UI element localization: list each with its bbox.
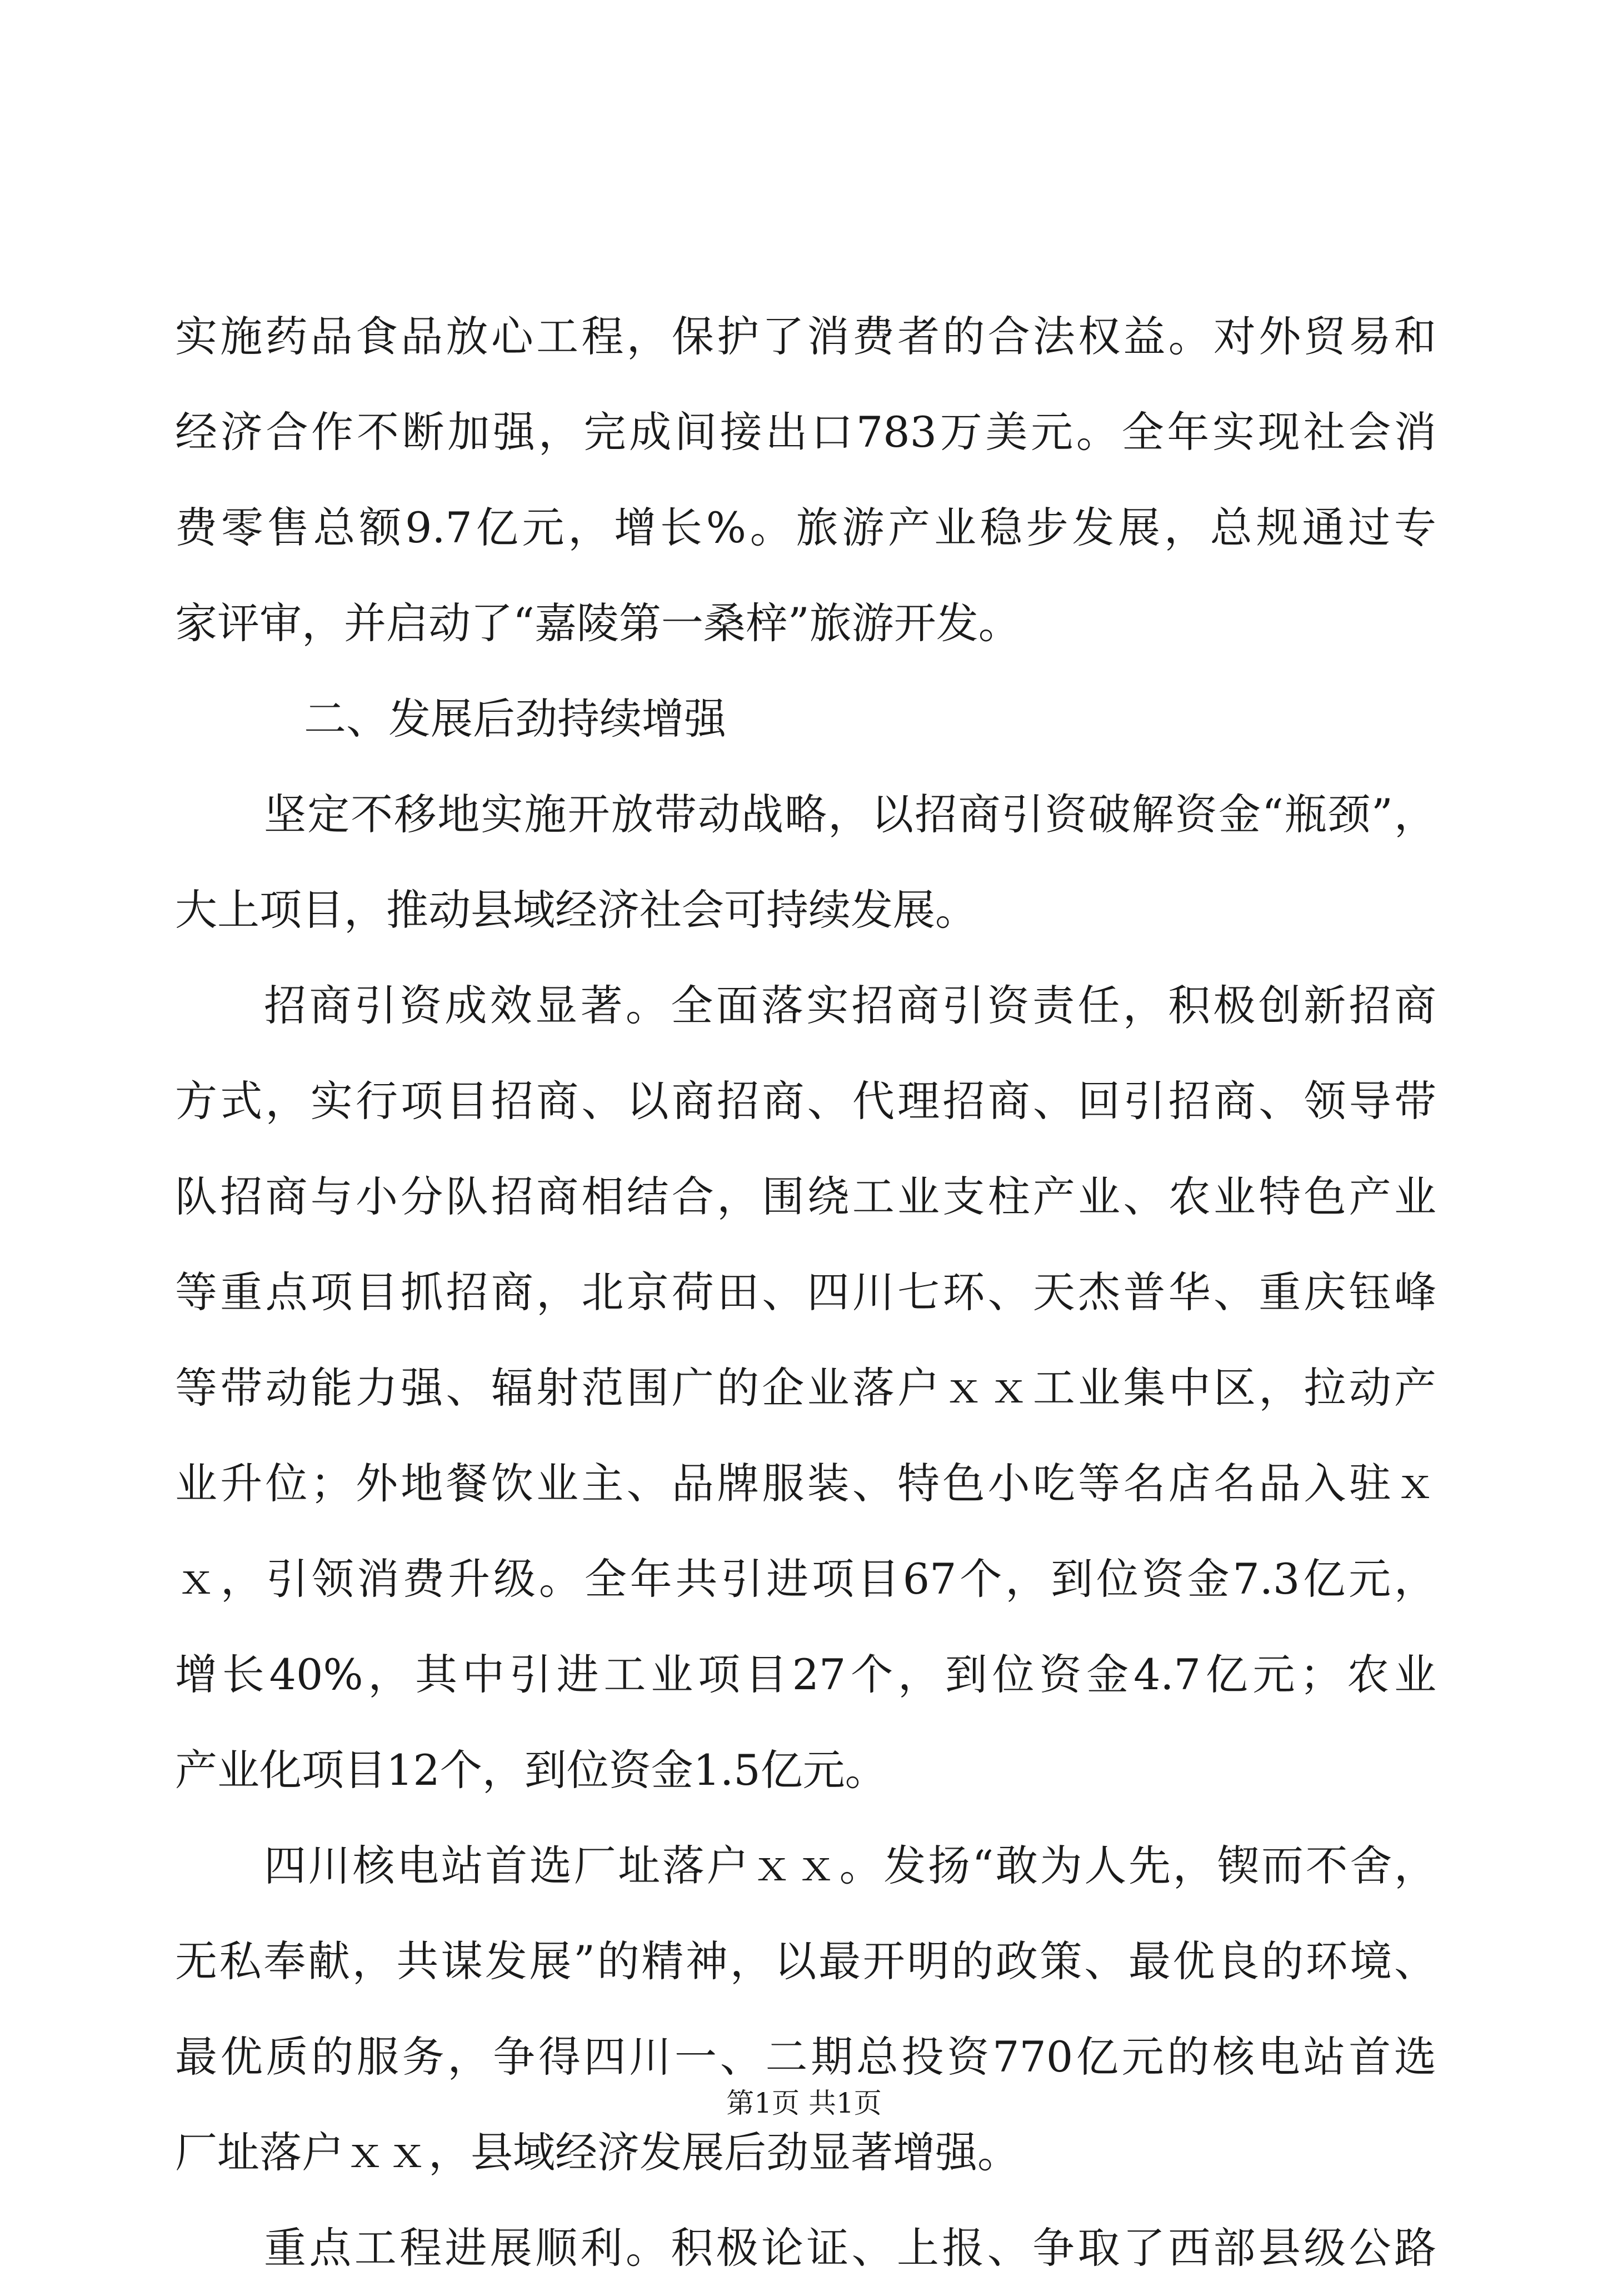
text-line: 费零售总额9.7亿元，增长%。旅游产业稳步发展，总规通过专 xyxy=(175,503,1436,552)
text-line: 四川核电站首选厂址落户ｘｘ。发扬“敢为人先，锲而不舍， xyxy=(264,1841,1436,1890)
section-heading: 二、发展后劲持续增强 xyxy=(304,694,726,743)
text-line: 家评审，并启动了“嘉陵第一桑梓”旅游开发。 xyxy=(175,598,1021,648)
document-body xyxy=(175,289,1436,2296)
text-line: 等重点项目抓招商，北京荷田、四川七环、天杰普华、重庆钰峰 xyxy=(175,1267,1436,1317)
text-line: 业升位；外地餐饮业主、品牌服装、特色小吃等名店名品入驻ｘ xyxy=(175,1459,1436,1508)
text-line: 大上项目，推动县域经济社会可持续发展。 xyxy=(175,885,977,935)
text-line: 增长40%，其中引进工业项目27个，到位资金4.7亿元；农业 xyxy=(175,1650,1436,1699)
text-line: 坚定不移地实施开放带动战略，以招商引资破解资金“瓶颈”， xyxy=(264,790,1436,839)
text-line: 无私奉献，共谋发展”的精神，以最开明的政策、最优良的环境、 xyxy=(175,1936,1436,1986)
text-line: 等带动能力强、辐射范围广的企业落户ｘｘ工业集中区，拉动产 xyxy=(175,1363,1436,1412)
text-line: 方式，实行项目招商、以商招商、代理招商、回引招商、领导带 xyxy=(175,1076,1436,1126)
text-line: 最优质的服务，争得四川一、二期总投资770亿元的核电站首选 xyxy=(175,2032,1436,2082)
text-line: 招商引资成效显著。全面落实招商引资责任，积极创新招商 xyxy=(264,981,1436,1030)
text-line: 实施药品食品放心工程，保护了消费者的合法权益。对外贸易和 xyxy=(175,312,1436,361)
page-footer: 第1页 共1页 xyxy=(726,2087,882,2119)
text-line: 重点工程进展顺利。积极论证、上报、争取了西部县级公路 xyxy=(264,2223,1436,2273)
text-line: ｘ，引领消费升级。全年共引进项目67个，到位资金7.3亿元， xyxy=(175,1554,1436,1604)
text-line: 产业化项目12个，到位资金1.5亿元。 xyxy=(175,1745,887,1795)
text-line: 经济合作不断加强，完成间接出口783万美元。全年实现社会消 xyxy=(175,407,1436,457)
text-line: 厂址落户ｘｘ，县域经济发展后劲显著增强。 xyxy=(175,2128,1020,2177)
text-line: 队招商与小分队招商相结合，围绕工业支柱产业、农业特色产业 xyxy=(175,1172,1436,1221)
